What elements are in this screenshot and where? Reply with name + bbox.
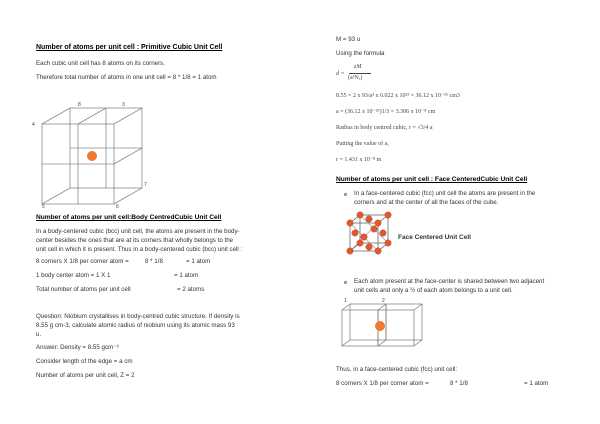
calc-line-1: 8.55 = 2 x 93/a³ x 6.022 x 10²³ = 36.12 x 10⁻²⁶ cm3 — [336, 93, 460, 99]
adjacent-cells-figure — [336, 296, 446, 356]
bcc-para-3: unit cell in which it is present. Thus in a body-centered cubic (bcc) unit cell : — [36, 246, 243, 253]
z-line: Number of atoms per unit cell, Z = 2 — [36, 372, 135, 379]
fcc-bullet-2-line-2: unit cells and only a ½ of each atom belongs to a unit cell. — [354, 287, 513, 294]
fcc-heading: Number of atoms per unit cell : Face CenteredCubic Unit Cell — [336, 176, 528, 183]
fcc-unit-cell-image — [338, 211, 480, 263]
fig-label-2: 2 — [382, 298, 385, 304]
bcc-row-3-result: = 2 atoms — [177, 286, 205, 293]
calc-line-3: Radius in body centred cubic, r = √3/4 a — [336, 125, 433, 131]
using-formula: Using the formula — [336, 50, 385, 57]
question-line-2: 8.55 g cm-3, calculate atomic radius of niobium using its atomic mass 93 — [36, 322, 235, 329]
answer-line: Answer: Density = 8.55 gcm⁻³ — [36, 344, 119, 351]
primitive-cubic-figure — [30, 96, 160, 208]
bcc-row-3-label: Total number of atoms per unit cell — [36, 286, 131, 293]
bcc-row-1-result: = 1 atom — [186, 258, 211, 265]
fcc-row-label: 8 corners X 1/8 per corner atom = — [336, 380, 429, 387]
bcc-row-1-mid: 8 * 1/8 — [145, 258, 163, 265]
molar-mass: M = 93 u — [336, 36, 361, 43]
primitive-line-1: Each cubic unit cell has 8 atoms on its corners. — [36, 60, 165, 67]
bullet-1 — [344, 193, 347, 196]
formula-lhs: d = — [336, 71, 345, 77]
formula-numerator: zM — [354, 64, 362, 70]
fig-label-1: 1 — [344, 298, 347, 304]
formula-denominator: (a³Nₐ) — [348, 75, 363, 81]
fig-label-7: 7 — [144, 182, 147, 188]
fig-label-4: 4 — [32, 122, 35, 128]
fraction-bar — [349, 73, 371, 74]
fig-label-8: 8 — [78, 102, 81, 108]
fig-label-3: 3 — [122, 102, 125, 108]
question-line-3: u. — [36, 331, 42, 338]
fcc-image-label: Face Centered Unit Cell — [398, 234, 471, 241]
bcc-para-2: center besides the ones that are at its corners that wholly belongs to the — [36, 237, 234, 244]
calc-line-5: r = 1.431 x 10⁻⁸ m — [336, 157, 382, 163]
bullet-2 — [344, 281, 347, 284]
calc-line-4: Putting the value of a, — [336, 141, 389, 147]
fig-label-5: 5 — [42, 204, 45, 208]
bcc-row-1-label: 8 corners X 1/8 per corner atom = — [36, 258, 129, 265]
primitive-line-2: Therefore total number of atoms in one unit cell = 8 * 1/8 = 1 atom — [36, 74, 217, 81]
question-line-1: Question: Niobium crystallises in body-centred cubic structure. If density is — [36, 313, 240, 320]
bcc-para-1: In a body-centered cubic (bcc) unit cell, the atoms are present in the body- — [36, 228, 240, 235]
fcc-row-mid: 8 * 1/8 — [450, 380, 468, 387]
center-atom — [87, 151, 97, 161]
primitive-heading: Number of atoms per unit cell : Primitive Cubic Unit Cell — [36, 44, 223, 51]
bcc-row-2-result: = 1 atom — [174, 272, 199, 279]
fig-label-6: 6 — [116, 204, 119, 208]
fcc-bullet-2-line-1: Each atom present at the face-center is shared between two adjacent — [354, 278, 545, 285]
fcc-bullet-1-line-2: corners and at the center of all the faces of the cube. — [354, 199, 499, 206]
bcc-row-2-label: 1 body center atom = 1 X 1 — [36, 272, 111, 279]
fcc-bullet-1-line-1: In a face-centered cubic (fcc) unit cell the atoms are present in the — [354, 190, 536, 197]
bcc-heading: Number of atoms per unit cell:Body CentredCubic Unit Cell — [36, 214, 222, 221]
calc-line-2: a = (36.12 x 10⁻²⁶)1/3 = 3.306 x 10⁻⁸ cm — [336, 109, 436, 115]
fcc-row-result: = 1 atom — [524, 380, 549, 387]
fcc-thus: Thus, in a face-centered cubic (fcc) unit cell: — [336, 366, 458, 373]
edge-line: Consider length of the edge = a cm — [36, 358, 133, 365]
shared-face-atom — [375, 321, 385, 331]
